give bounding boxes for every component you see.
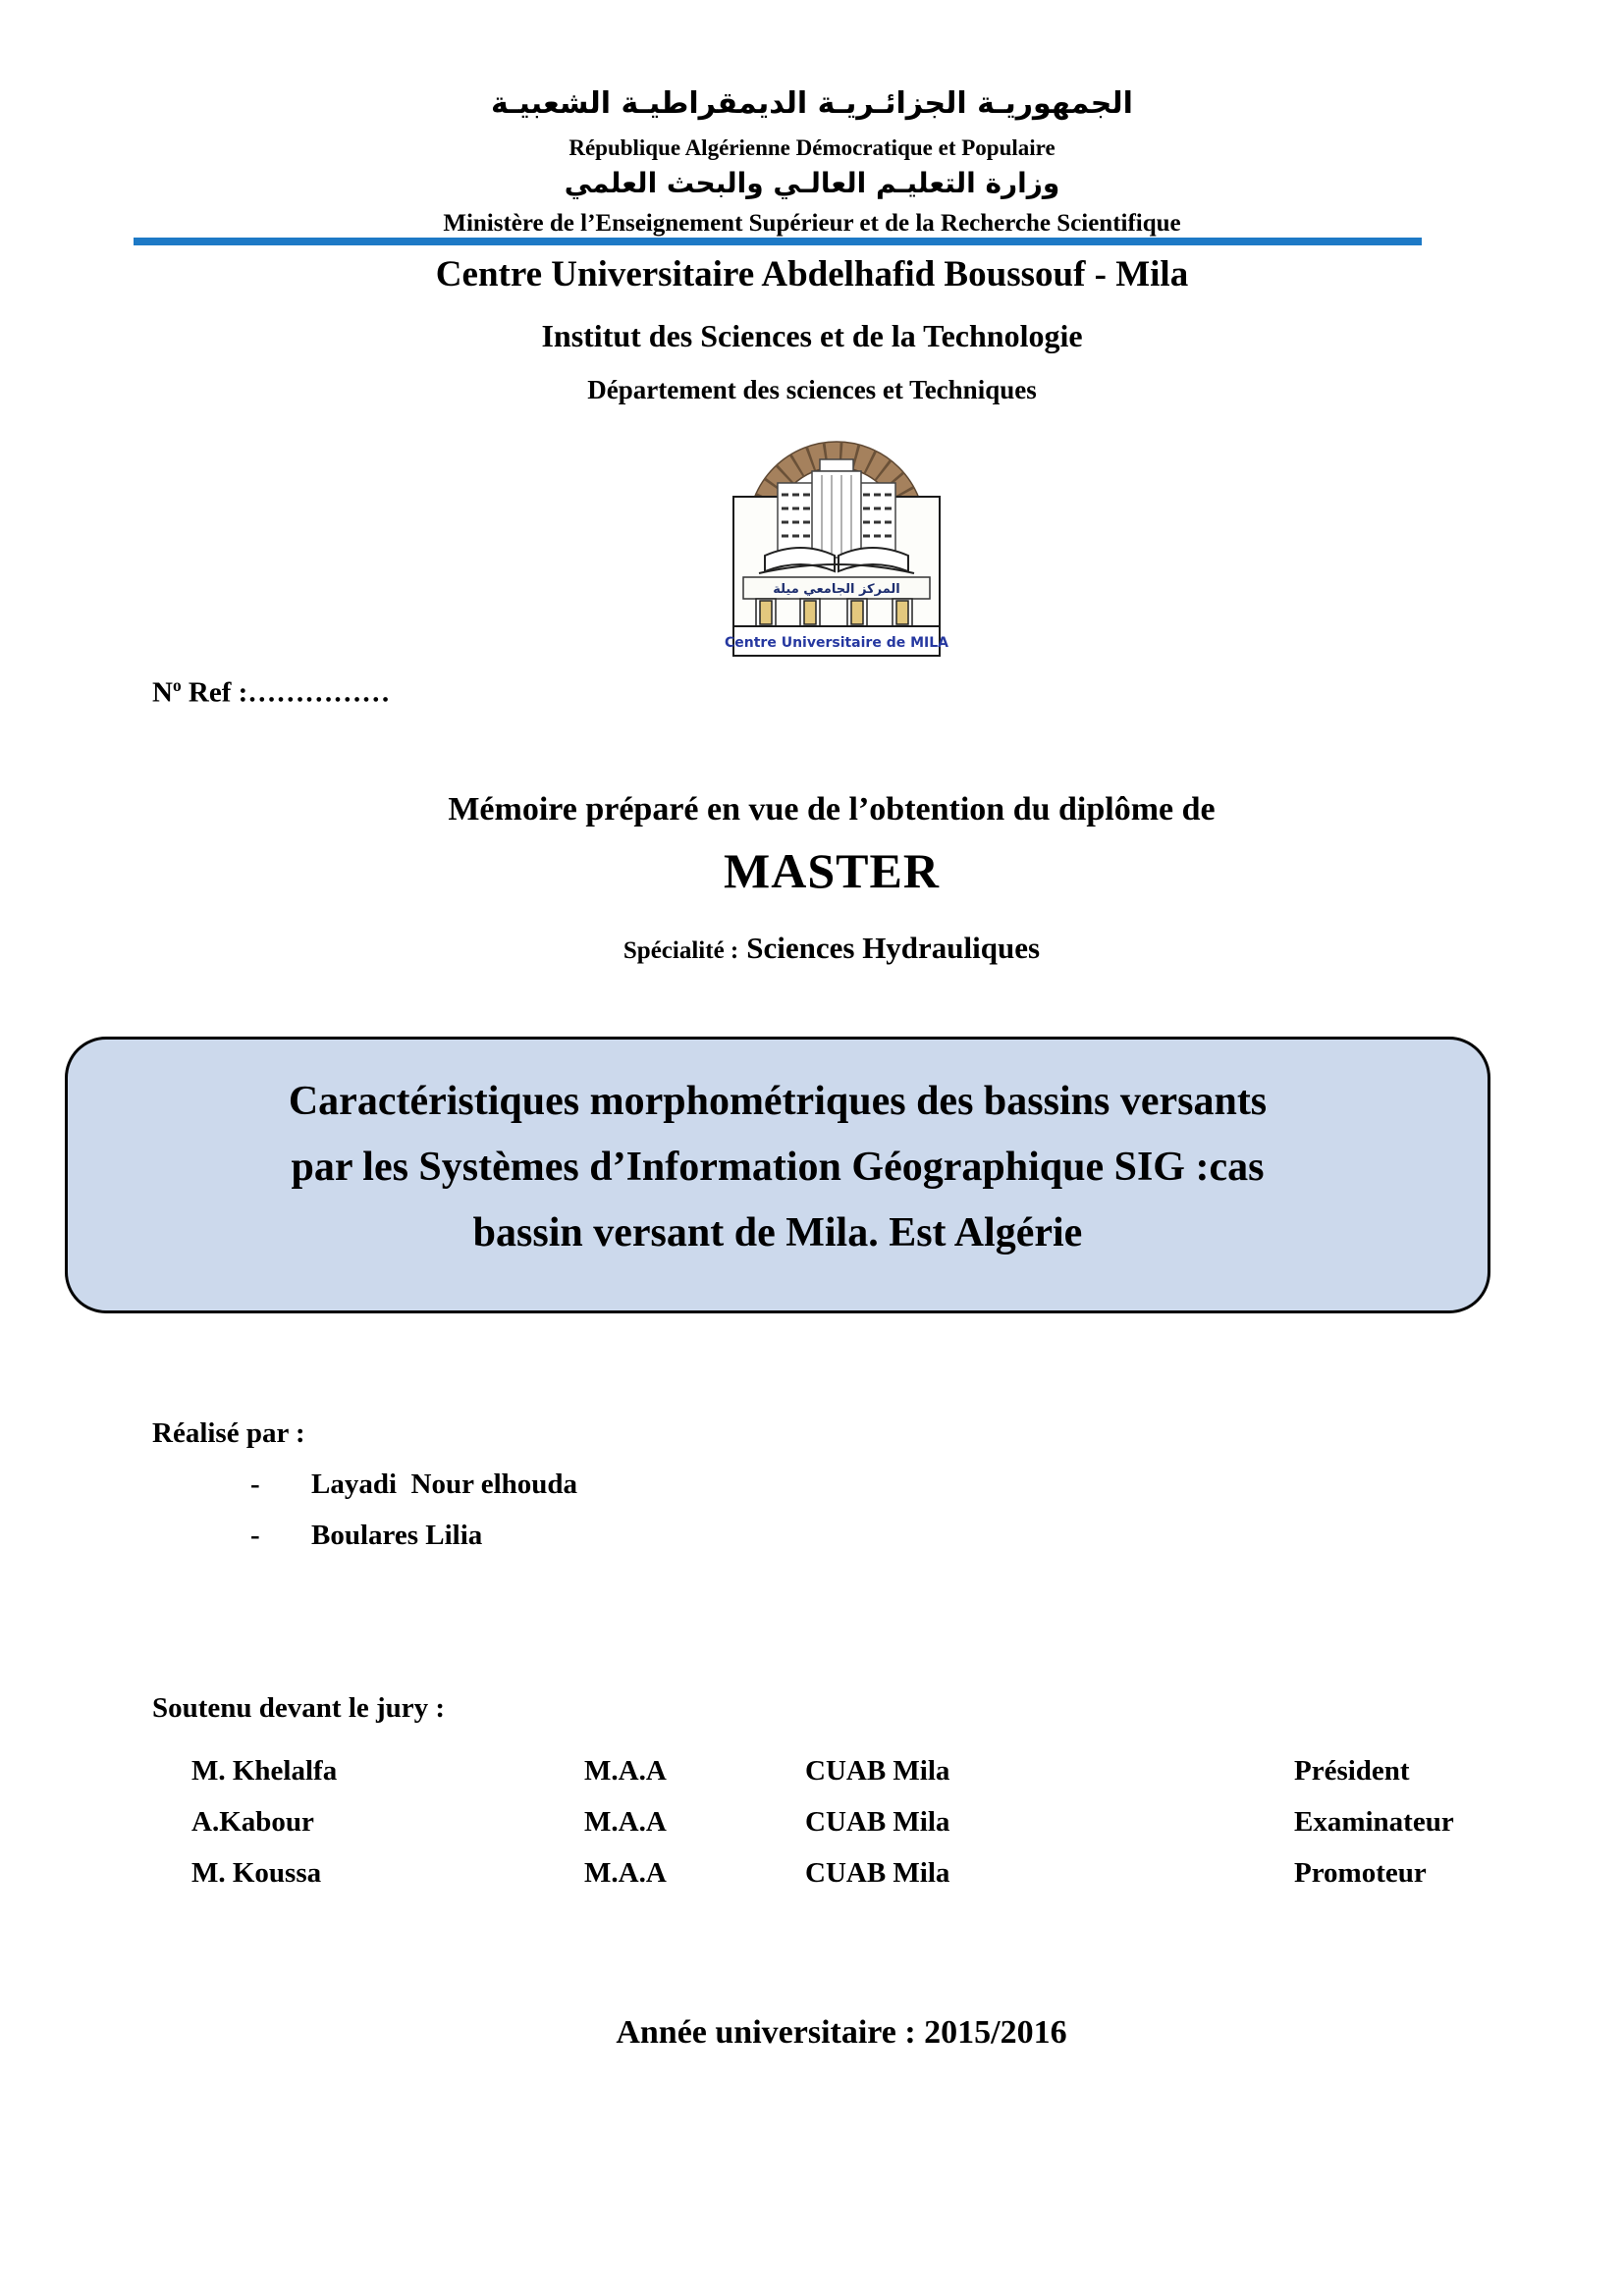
thesis-title-line-3: bassin versant de Mila. Est Algérie	[472, 1210, 1083, 1256]
institute-name: Institut des Sciences et de la Technologie	[541, 318, 1083, 353]
jury-member-institution: CUAB Mila	[805, 1857, 950, 1889]
jury-member-role: Président	[1294, 1755, 1410, 1787]
author-name: Layadi Nour elhouda	[311, 1468, 578, 1500]
department-name: Département des sciences et Techniques	[587, 375, 1037, 404]
ref-dotted-blank: Ref :……………	[181, 676, 391, 709]
jury-member-name: M. Koussa	[191, 1857, 322, 1889]
logo-caption-text: Centre Universitaire de MILA	[725, 635, 948, 651]
degree-name: MASTER	[724, 843, 940, 898]
university-name: Centre Universitaire Abdelhafid Boussouf - Mila	[435, 254, 1189, 294]
jury-member-institution: CUAB Mila	[805, 1806, 950, 1838]
header-french-republic: République Algérienne Démocratique et Populaire	[568, 135, 1056, 160]
jury-member-role: Examinateur	[1294, 1806, 1454, 1838]
jury-label: Soutenu devant le jury :	[152, 1692, 446, 1724]
academic-year: Année universitaire : 2015/2016	[616, 2014, 1067, 2051]
thesis-title-line-2: par les Systèmes d’Information Géographique SIG :cas	[291, 1145, 1265, 1191]
university-logo	[724, 412, 949, 685]
logo-band	[743, 577, 930, 599]
specialty-label: Spécialité :	[623, 937, 739, 964]
jury-member-role: Promoteur	[1294, 1857, 1427, 1889]
specialty-value: Sciences Hydrauliques	[746, 931, 1041, 965]
thesis-title-box	[65, 1037, 1490, 1313]
jury-member-name: A.Kabour	[191, 1806, 314, 1838]
logo-band-arabic-text: المركز الجامعي ميلة	[773, 582, 900, 597]
jury-member-name: M. Khelalfa	[191, 1755, 338, 1787]
author-bullet: -	[250, 1468, 260, 1500]
jury-member-grade: M.A.A	[584, 1806, 667, 1838]
jury-row	[191, 1857, 1497, 1890]
author-item	[250, 1468, 577, 1501]
ref-prefix: N	[152, 676, 173, 709]
jury-member-grade: M.A.A	[584, 1755, 667, 1787]
degree-intro: Mémoire préparé en vue de l’obtention du diplôme de	[448, 791, 1216, 828]
thesis-title-line-1: Caractéristiques morphométriques des bassins versants	[288, 1079, 1268, 1124]
header-french-ministry: Ministère de l’Enseignement Supérieur et de la Recherche Scientifique	[443, 210, 1181, 237]
specialty-line	[20, 931, 1624, 966]
author-name: Boulares Lilia	[311, 1520, 483, 1551]
authors-label: Réalisé par :	[152, 1417, 305, 1449]
reference-number-line	[152, 675, 390, 710]
ref-superscript: o	[172, 675, 182, 695]
author-item	[250, 1520, 482, 1552]
jury-row	[191, 1755, 1497, 1788]
header-arabic-republic: الجمهوريـة الجزائـريـة الديمقراطيـة الشعبيـة	[491, 86, 1133, 121]
jury-member-institution: CUAB Mila	[805, 1755, 950, 1787]
author-bullet: -	[250, 1520, 260, 1551]
jury-member-grade: M.A.A	[584, 1857, 667, 1889]
jury-row	[191, 1806, 1497, 1839]
header-divider-rule	[134, 238, 1422, 245]
header-arabic-ministry: وزارة التعليـم العالـي والبحث العلمي	[564, 167, 1060, 199]
